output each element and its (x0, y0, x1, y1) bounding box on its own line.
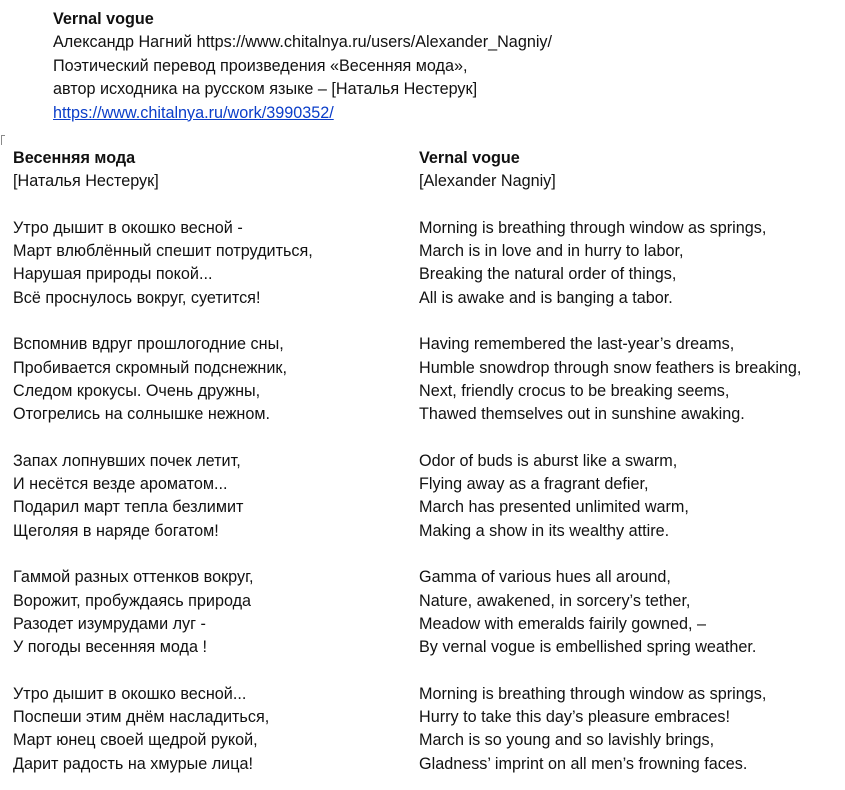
original-author-note: автор исходника на русском языке – [Наталья Нестерук] (53, 80, 478, 99)
document-title: Vernal vogue (53, 10, 154, 28)
original-verse-line: Подарил март тепла безлимит (13, 498, 244, 517)
original-verse-line: Вспомнив вдруг прошлогодние сны, (13, 335, 284, 354)
original-verse-line: Следом крокусы. Очень дружны, (13, 381, 261, 400)
translated-stanza (419, 566, 801, 659)
document-header (53, 8, 552, 125)
original-verse-line: Утро дышит в окошко весной... (13, 684, 247, 703)
translated-verse-line: Next, friendly crocus to be breaking seems, (419, 381, 730, 400)
original-stanza (13, 217, 313, 310)
translated-verse-line: Flying away as a fragrant defier, (419, 475, 649, 494)
original-verse-line: Всё проснулось вокруг, суетится! (13, 288, 261, 307)
translated-verse-line: Making a show in its wealthy attire. (419, 521, 670, 540)
original-verse-line: Разодет изумрудами луг - (13, 614, 206, 633)
original-verse-line: Ворожит, пробуждаясь природа (13, 591, 252, 610)
original-verse-line: Март юнец своей щедрой рукой, (13, 731, 258, 750)
translated-verse-line: Odor of buds is aburst like a swarm, (419, 451, 678, 470)
translated-verse-line: Having remembered the last-year’s dreams, (419, 335, 735, 354)
translated-verse-line: Humble snowdrop through snow feathers is breaking, (419, 358, 802, 377)
original-verse-line: Щеголяя в наряде богатом! (13, 521, 219, 540)
original-verse-line: Утро дышит в окошко весной - (13, 218, 243, 237)
translated-stanza (419, 217, 801, 310)
translated-verse-line: Thawed themselves out in sunshine awaking. (419, 405, 745, 424)
original-verse-line: У погоды весенняя мода ! (13, 638, 207, 657)
original-verse-line: Март влюблённый спешит потрудиться, (13, 242, 313, 261)
original-stanza (13, 333, 313, 426)
original-stanza (13, 450, 313, 543)
original-verse-line: Запах лопнувших почек летит, (13, 451, 241, 470)
original-poem-column (13, 147, 313, 776)
translated-verse-line: Nature, awakened, in sorcery’s tether, (419, 591, 691, 610)
translated-verse-line: March is in love and in hurry to labor, (419, 242, 684, 261)
translated-verse-line: Morning is breathing through window as springs, (419, 684, 767, 703)
original-verse-line: Дарит радость на хмурые лица! (13, 754, 253, 773)
translated-verse-line: All is awake and is banging a tabor. (419, 288, 673, 307)
translated-poem-column (419, 147, 801, 776)
translated-verse-line: Hurry to take this day’s pleasure embraces! (419, 708, 731, 727)
translation-note: Поэтический перевод произведения «Весенняя мода», (53, 56, 468, 75)
translated-verse-line: March has presented unlimited warm, (419, 498, 689, 517)
translated-verse-line: Gamma of various hues all around, (419, 568, 671, 587)
original-stanza (13, 683, 313, 776)
translated-verse-line: Gladness’ imprint on all men’s frowning faces. (419, 754, 748, 773)
original-verse-line: Поспеши этим днём насладиться, (13, 708, 270, 727)
original-verse-line: Гаммой разных оттенков вокруг, (13, 568, 254, 587)
author-line: Александр Нагний https://www.chitalnya.ru/users/Alexander_Nagniy/ (53, 33, 553, 52)
translated-verse-line: By vernal vogue is embellished spring weather. (419, 638, 757, 657)
translated-poem-author: [Alexander Nagniy] (419, 172, 556, 191)
original-poem-author: [Наталья Нестерук] (13, 172, 159, 191)
translated-verse-line: March is so young and so lavishly brings, (419, 731, 715, 750)
original-verse-line: Пробивается скромный подснежник, (13, 358, 287, 377)
translated-verse-line: Meadow with emeralds fairily gowned, – (419, 614, 707, 633)
original-verse-line: Отогрелись на солнышке нежном. (13, 405, 270, 424)
original-verse-line: Нарушая природы покой... (13, 265, 213, 284)
translated-verse-line: Morning is breathing through window as springs, (419, 218, 767, 237)
translated-verse-line: Breaking the natural order of things, (419, 265, 677, 284)
original-poem-title: Весенняя мода (13, 149, 136, 167)
translated-stanza (419, 683, 801, 776)
original-stanza (13, 566, 313, 659)
original-verse-line: И несётся везде ароматом... (13, 475, 228, 494)
source-link[interactable]: https://www.chitalnya.ru/work/3990352/ (53, 103, 334, 122)
paragraph-anchor-mark (1, 135, 5, 145)
translated-stanza (419, 333, 801, 426)
translated-stanza (419, 450, 801, 543)
translated-poem-title: Vernal vogue (419, 149, 520, 167)
